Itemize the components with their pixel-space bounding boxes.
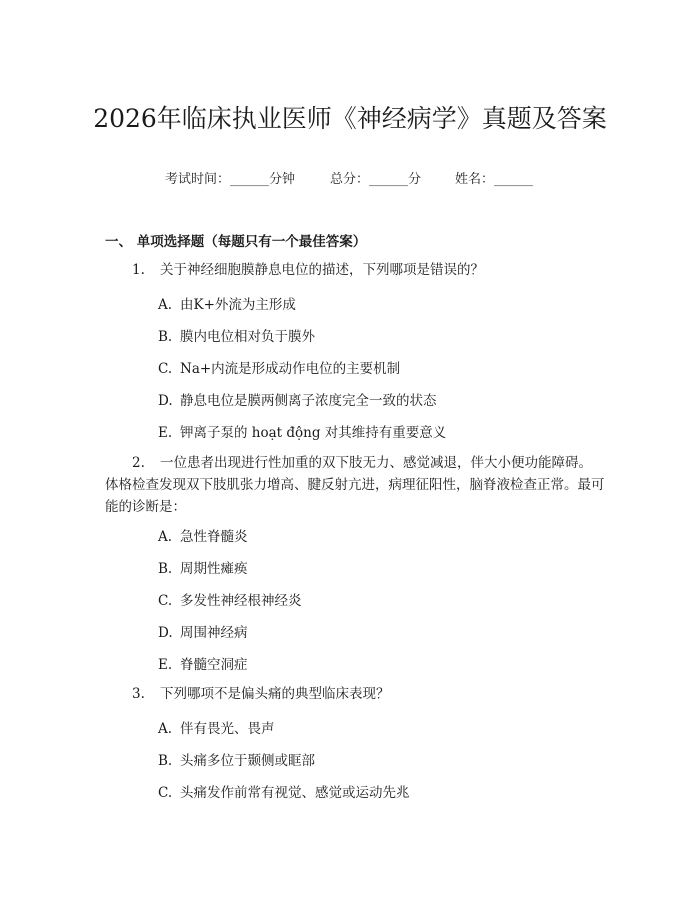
option-1a	[158, 293, 296, 313]
exam-time-field: 考试时间：______分钟	[165, 172, 296, 187]
option-letter: A.	[158, 297, 173, 313]
option-text: 膜内电位相对负于膜外	[180, 329, 315, 345]
page-title: 2026年临床执业医师《神经病学》真题及答案	[93, 103, 607, 133]
option-letter: E.	[158, 425, 173, 441]
option-1c	[158, 357, 400, 377]
question-2	[105, 452, 605, 518]
option-letter: C.	[158, 593, 173, 609]
option-3a	[158, 717, 275, 737]
option-text: 脊髓空洞症	[180, 657, 248, 673]
option-text: Na+内流是形成动作电位的主要机制	[180, 361, 401, 377]
option-2d	[158, 621, 248, 641]
question-text: 下列哪项不是偏头痛的典型临床表现？	[160, 686, 390, 702]
option-letter: D.	[158, 625, 173, 641]
question-number: 3.	[132, 686, 145, 702]
option-letter: E.	[158, 657, 173, 673]
option-text: 钾离子泵的 hoạt động 对其维持有重要意义	[180, 425, 447, 441]
option-text: 急性脊髓炎	[180, 529, 248, 545]
option-2c	[158, 589, 302, 609]
option-2e	[158, 653, 248, 673]
option-text: 周期性瘫痪	[180, 561, 248, 577]
option-letter: B.	[158, 561, 173, 577]
option-letter: B.	[158, 753, 173, 769]
option-letter: C.	[158, 785, 173, 801]
option-3b	[158, 749, 315, 769]
option-letter: B.	[158, 329, 173, 345]
option-letter: C.	[158, 361, 173, 377]
option-letter: A.	[158, 721, 173, 737]
option-text: 头痛发作前常有视觉、感觉或运动先兆	[180, 785, 410, 801]
question-number: 2.	[132, 455, 145, 471]
option-text: 由K+外流为主形成	[180, 297, 296, 313]
question-1	[132, 259, 484, 281]
option-text: 周围神经病	[180, 625, 248, 641]
option-letter: D.	[158, 393, 173, 409]
option-1d	[158, 389, 437, 409]
option-1b	[158, 325, 315, 345]
question-3	[132, 683, 390, 705]
option-text: 静息电位是膜两侧离子浓度完全一致的状态	[180, 393, 437, 409]
total-score-field: 总分：______分	[330, 172, 422, 187]
option-text: 伴有畏光、畏声	[180, 721, 275, 737]
question-text: 关于神经细胞膜静息电位的描述，下列哪项是错误的？	[160, 262, 484, 278]
option-3c	[158, 781, 410, 801]
option-text: 头痛多位于颞侧或眶部	[180, 753, 315, 769]
option-text: 多发性神经根神经炎	[180, 593, 302, 609]
section-heading: 一、 单项选择题（每题只有一个最佳答案）	[105, 234, 367, 250]
question-text: 一位患者出现进行性加重的双下肢无力、感觉减退，伴大小便功能障碍。体格检查发现双下肢肌张力增高、腱反射亢进，病理征阳性，脑脊液检查正常。最可能的诊断是：	[105, 455, 605, 515]
name-field: 姓名：______	[455, 172, 534, 187]
option-2a	[158, 525, 248, 545]
option-1e	[158, 421, 446, 441]
option-letter: A.	[158, 529, 173, 545]
option-2b	[158, 557, 248, 577]
question-number: 1.	[132, 262, 145, 278]
